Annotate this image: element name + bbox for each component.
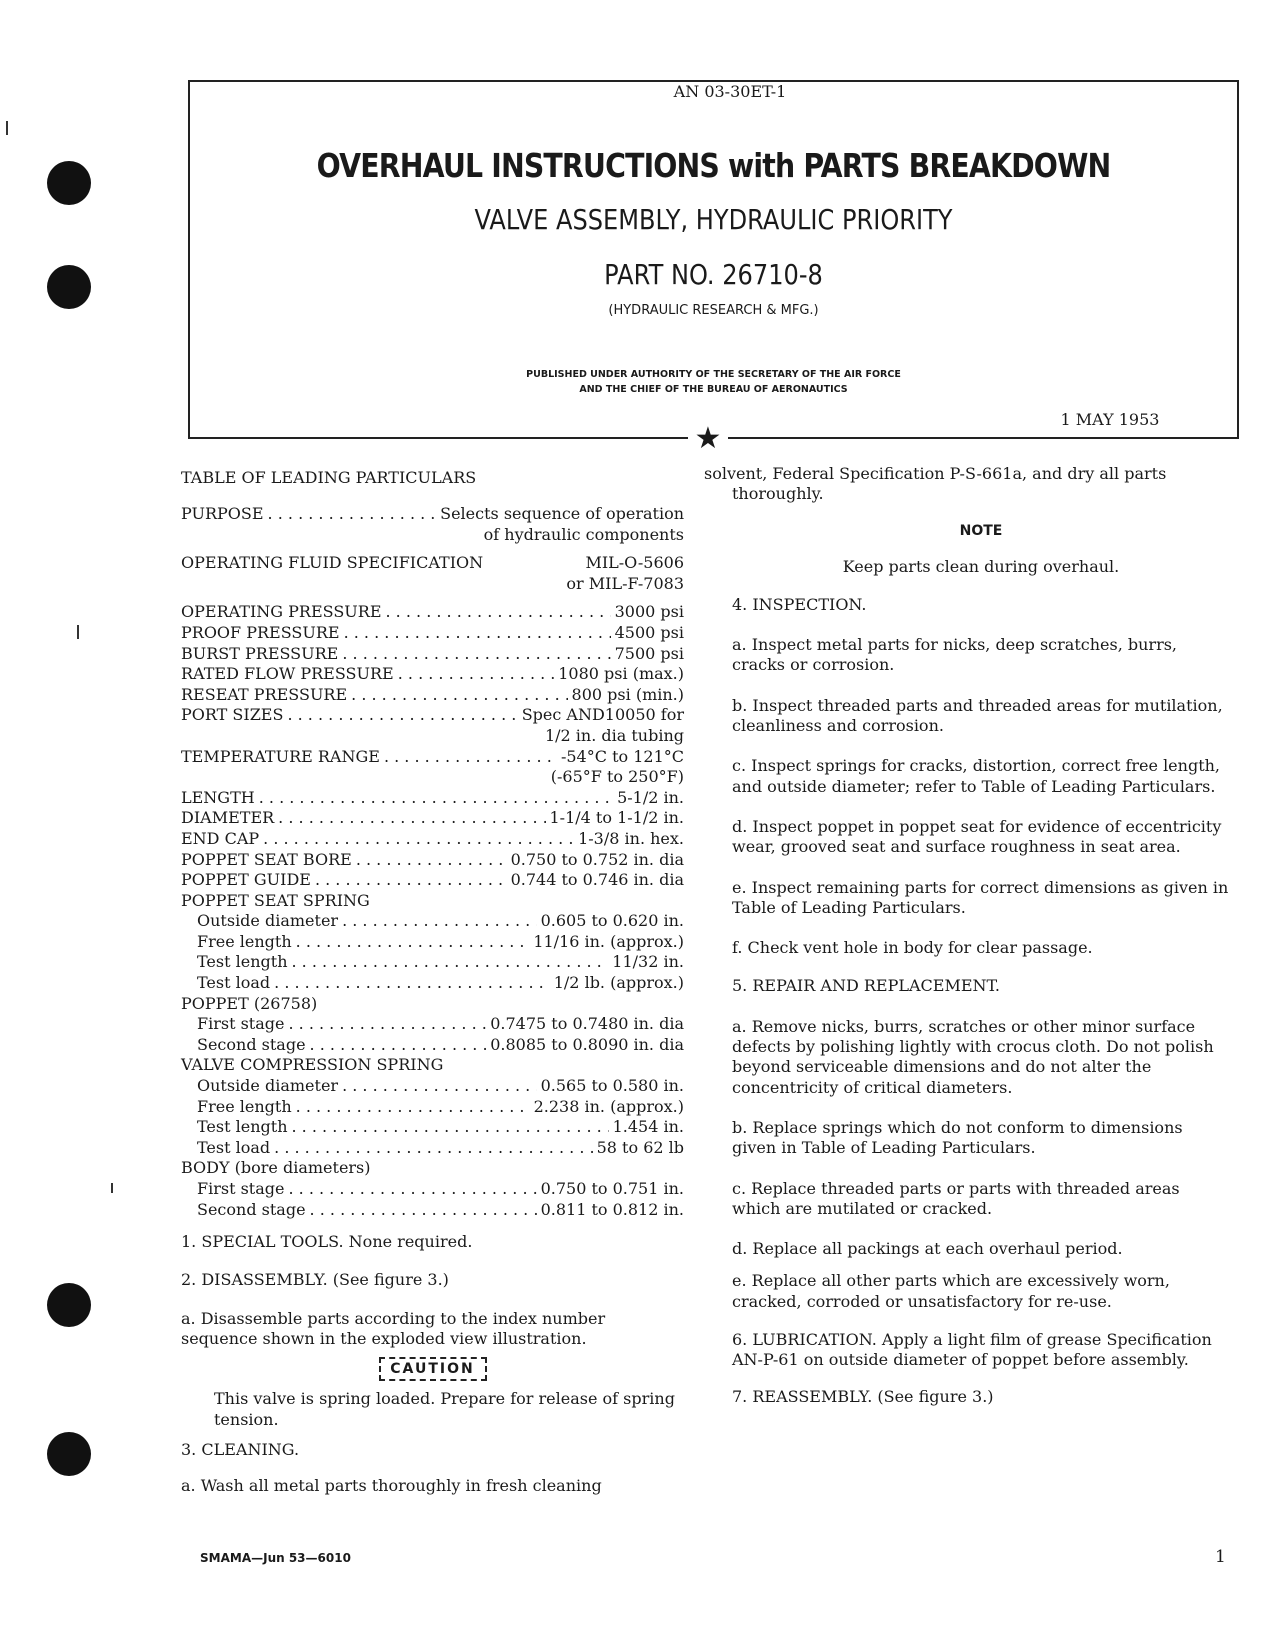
particular-label: PROOF PRESSURE [181,622,340,642]
authority-line-1: PUBLISHED UNDER AUTHORITY OF THE SECRETARY OF THE AIR FORCE [526,369,901,380]
left-column [181,468,684,1497]
publication-date: 1 MAY 1953 [1060,410,1160,429]
particular-value: 0.750 to 0.751 in. [540,1179,684,1198]
section-special-tools: 1. SPECIAL TOOLS. None required. [181,1232,473,1252]
punch-hole-2 [47,265,91,309]
particular-value: 1-3/8 in. hex. [578,828,684,848]
leader-dots [310,1200,537,1221]
leader-dots [287,705,517,726]
leader-dots [259,788,613,809]
particular-row [181,829,684,850]
particular-value: 0.565 to 0.580 in. [540,1076,684,1096]
caution-text: This valve is spring loaded. Prepare for release of spring tension. [214,1389,675,1429]
leader-dots [274,973,550,994]
particular-value: 2.238 in. (approx.) [533,1096,684,1116]
paragraph-5d: d. Replace all packings at each overhaul period. [732,1239,1123,1259]
paragraph-4e: e. Inspect remaining parts for correct dimensions as given in Table of Leading Particulars. [732,877,1229,917]
particular-label: RATED FLOW PRESSURE [181,664,394,684]
leader-dots [342,911,537,932]
particular-row [181,808,684,829]
leader-dots [263,829,574,850]
manufacturer: (HYDRAULIC RESEARCH & MFG.) [608,303,819,318]
particular-row [181,952,684,973]
group-label: POPPET (26758) [181,993,318,1013]
paragraph-4b: b. Inspect threaded parts and threaded areas for mutilation, cleanliness and corrosion. [732,695,1223,736]
paragraph-4a: a. Inspect metal parts for nicks, deep scratches, burrs, cracks or corrosion. [732,635,1178,675]
group-label: VALVE COMPRESSION SPRING [181,1055,444,1075]
particular-row [181,850,684,871]
paragraph-2a: a. Disassemble parts according to the index number sequence shown in the exploded view illustration. [181,1308,606,1349]
particular-value: 0.7475 to 0.7480 in. dia [490,1014,684,1034]
page-number: 1 [1215,1547,1226,1567]
paragraph-3a: a. Wash all metal parts thoroughly in fresh cleaning [181,1476,602,1496]
particular-row [181,705,684,726]
particular-label: Second stage [197,1199,306,1219]
particular-label: RESEAT PRESSURE [181,684,348,704]
particular-label: LENGTH [181,787,255,807]
group-label: POPPET SEAT SPRING [181,890,370,910]
leader-dots [398,664,555,685]
punch-hole-4 [47,1432,91,1476]
document-subtitle: VALVE ASSEMBLY, HYDRAULIC PRIORITY [474,203,953,236]
particular-row [181,911,684,932]
particular-label: POPPET GUIDE [181,870,311,890]
particular-row [181,932,684,953]
particular-row [181,1117,684,1138]
particular-value: 1-1/4 to 1-1/2 in. [549,808,684,828]
particular-label: OPERATING FLUID SPECIFICATION [181,553,484,573]
particular-label: POPPET SEAT BORE [181,849,352,869]
particular-row [181,623,684,644]
leader-dots [278,808,545,829]
group-label: BODY (bore diameters) [181,1158,371,1178]
leader-dots [351,685,567,706]
particular-label: Test length [197,952,288,972]
particular-row [181,1138,684,1159]
document-title: OVERHAUL INSTRUCTIONS with PARTS BREAKDOWN [316,146,1111,185]
particular-label: PORT SIZES [181,705,284,725]
paragraph-5e: e. Replace all other parts which are excessively worn, cracked, corroded or unsatisfactory for re-use. [732,1271,1170,1311]
particular-row [181,973,684,994]
leader-dots [268,504,437,525]
particular-value: -54°C to 121°C [560,746,684,766]
leader-dots [342,644,610,665]
particular-value: 800 psi (min.) [571,684,684,704]
paragraph-4d: d. Inspect poppet in poppet seat for evidence of eccentricity wear, grooved seat and surface roughness in seat area. [732,816,1222,857]
particular-value: 1080 psi (max.) [558,664,684,684]
particular-row [181,870,684,891]
particular-row [181,747,684,768]
leader-dots [292,952,609,973]
leader-dots [288,1014,486,1035]
particular-label: Free length [197,931,292,951]
particular-row [181,664,684,685]
note-text: Keep parts clean during overhaul. [842,556,1120,576]
leader-dots [296,932,530,953]
particular-row [181,1035,684,1056]
particular-value: 0.605 to 0.620 in. [540,911,684,931]
particular-value: 58 to 62 lb [596,1137,684,1157]
particular-label: PURPOSE [181,504,264,523]
particular-value: 0.8085 to 0.8090 in. dia [490,1034,684,1054]
section-reassembly: 7. REASSEMBLY. (See figure 3.) [732,1386,994,1406]
particular-label: Outside diameter [197,911,339,931]
particular-label: Second stage [197,1034,306,1054]
particular-value: 3000 psi [614,602,684,622]
particular-row [181,602,684,623]
particular-row [181,1179,684,1200]
margin-mark [6,121,8,135]
leader-dots [386,602,611,623]
particular-row [181,553,684,574]
printer-code: SMAMA—Jun 53—6010 [200,1551,351,1565]
leader-dots [315,870,507,891]
particular-value-cont: (-65°F to 250°F) [550,767,684,787]
paragraph-4c: c. Inspect springs for cracks, distortion, correct free length, and outside diameter; refer to Table of Leading Particulars. [732,756,1221,796]
paragraph-5a: a. Remove nicks, burrs, scratches or other minor surface defects by polishing lightly with crocus cloth. Do not polish beyond serviceable dimensions and do not alter the concentricity of critical diameters. [732,1016,1214,1097]
leader-dots [344,623,611,644]
particular-label: First stage [197,1014,285,1034]
particular-label: OPERATING PRESSURE [181,602,382,622]
particular-label: First stage [197,1179,285,1198]
particular-value: 4500 psi [614,622,684,642]
particular-value-cont: of hydraulic components [483,524,684,544]
leader-dots [292,1117,609,1138]
leader-dots [342,1076,537,1097]
particular-value: 0.744 to 0.746 in. dia [510,870,684,890]
paragraph-5c: c. Replace threaded parts or parts with threaded areas which are mutilated or cracked. [732,1178,1180,1218]
particular-value: 11/32 in. [612,952,684,972]
margin-mark [111,1183,113,1193]
leader-dots [288,1179,536,1200]
authority-statement [188,367,1239,397]
leader-dots [310,1035,487,1056]
particular-value: 1.454 in. [612,1117,684,1137]
section-inspection: 4. INSPECTION. [732,594,867,614]
document-number: AN 03-30ET-1 [640,82,820,101]
particular-label: Test load [197,1137,271,1157]
particular-value: Spec AND10050 for [521,705,684,725]
section-repair: 5. REPAIR AND REPLACEMENT. [732,976,1000,996]
particular-row [181,504,684,525]
particular-label: END CAP [181,828,260,848]
paragraph-4f: f. Check vent hole in body for clear passage. [732,938,1093,958]
particular-row [181,685,684,706]
punch-hole-1 [47,161,91,205]
particular-value: MIL-O-5606 [585,553,684,573]
section-lubrication: 6. LUBRICATION. Apply a light film of grease Specification AN-P-61 on outside diameter of poppet before assembly. [732,1330,1212,1370]
particular-label: Test length [197,1117,288,1137]
paragraph-5b: b. Replace springs which do not conform to dimensions given in Table of Leading Particulars. [732,1117,1183,1158]
particular-label: Free length [197,1096,292,1116]
particular-value: 5-1/2 in. [617,787,684,807]
particular-value-cont: or MIL-F-7083 [566,573,684,593]
particular-row [181,644,684,665]
paragraph-3a-cont: solvent, Federal Specification P-S-661a, and dry all parts thoroughly. [704,464,1167,504]
particular-value: 0.750 to 0.752 in. dia [510,849,684,869]
particular-label: BURST PRESSURE [181,643,339,663]
leader-dots [296,1097,530,1118]
particular-value: Selects sequence of operation [440,504,684,523]
leading-particulars-heading: TABLE OF LEADING PARTICULARS [181,468,477,487]
caution-label: CAUTION [379,1357,487,1381]
particular-row [181,1076,684,1097]
note-label: NOTE [959,522,1003,539]
section-disassembly: 2. DISASSEMBLY. (See figure 3.) [181,1270,449,1290]
particular-row [181,1097,684,1118]
margin-mark [77,625,79,639]
particular-label: Outside diameter [197,1076,339,1096]
particular-row [181,788,684,809]
leader-dots [384,747,557,768]
punch-hole-3 [47,1283,91,1327]
star-icon: ★ [688,423,728,455]
particular-value: 0.811 to 0.812 in. [540,1199,684,1219]
particular-value-cont: 1/2 in. dia tubing [544,725,684,745]
part-number: PART NO. 26710-8 [604,258,823,291]
particular-value: 11/16 in. (approx.) [533,931,684,951]
leader-dots [274,1138,592,1159]
particular-value: 1/2 lb. (approx.) [553,973,684,993]
particular-label: Test load [197,973,271,993]
authority-line-2: AND THE CHIEF OF THE BUREAU OF AERONAUTICS [579,384,848,395]
section-cleaning: 3. CLEANING. [181,1439,300,1459]
leader-dots [356,850,507,871]
particular-value: 7500 psi [614,643,684,663]
particular-label: DIAMETER [181,808,275,828]
particular-label: TEMPERATURE RANGE [181,746,380,766]
particular-row [181,1014,684,1035]
particular-row [181,1200,684,1221]
right-column [704,464,1230,1407]
